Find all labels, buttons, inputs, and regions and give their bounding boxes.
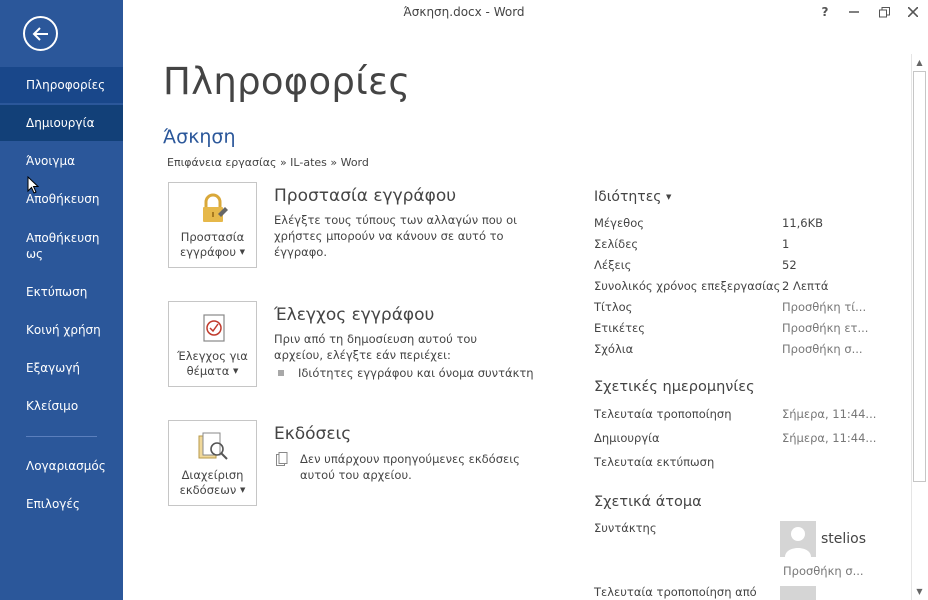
sidebar-item-save[interactable] xyxy=(0,181,123,217)
sidebar-item-label: Αποθήκευση xyxy=(26,192,100,206)
properties-header: Ιδιότητες xyxy=(594,189,662,205)
sidebar-item-account[interactable] xyxy=(0,447,123,483)
sidebar-item-label: Δημιουργία xyxy=(26,116,95,130)
dropdown-caret-icon: ▼ xyxy=(239,248,246,256)
help-icon: ? xyxy=(821,5,829,19)
button-label-line1: Διαχείριση xyxy=(181,468,244,482)
sidebar-item-save-as[interactable] xyxy=(0,221,123,269)
tags-field[interactable]: Προσθήκη ετ... xyxy=(782,321,869,335)
document-name: Άσκηση xyxy=(163,126,236,148)
person-icon xyxy=(780,521,816,557)
scroll-up-button[interactable] xyxy=(911,55,928,69)
last-modified-by-label: Τελευταία τροποποίηση από xyxy=(594,585,757,599)
chevron-down-icon: ▼ xyxy=(916,586,923,596)
sidebar-item-options[interactable] xyxy=(0,485,123,521)
close-button[interactable] xyxy=(902,3,924,21)
chevron-up-icon: ▲ xyxy=(916,57,923,67)
prop-label-comments: Σχόλια xyxy=(594,342,634,356)
prop-value-editing-time: 2 Λεπτά xyxy=(782,279,829,293)
prop-label-words: Λέξεις xyxy=(594,258,632,272)
related-dates-header: Σχετικές ημερομηνίες xyxy=(594,379,755,395)
back-arrow-icon xyxy=(31,24,51,44)
prop-label-title: Τίτλος xyxy=(594,300,633,314)
comments-field[interactable]: Προσθήκη σ... xyxy=(782,342,863,356)
scroll-down-button[interactable] xyxy=(911,584,928,598)
button-label-line2: θέματα xyxy=(186,364,230,378)
sidebar-item-info[interactable] xyxy=(0,67,123,103)
button-label-line2: εκδόσεων xyxy=(179,483,237,497)
sidebar-item-label: Κλείσιμο xyxy=(26,399,79,413)
author-label: Συντάκτης xyxy=(594,521,657,535)
bullet-icon xyxy=(278,370,284,376)
mouse-pointer-icon xyxy=(27,176,39,194)
section-title: Προστασία εγγράφου xyxy=(274,186,457,206)
prop-label-pages: Σελίδες xyxy=(594,237,639,251)
button-label-line1: Έλεγχος για xyxy=(177,349,248,363)
sidebar-item-export[interactable] xyxy=(0,349,123,385)
sidebar-item-label: Εκτύπωση xyxy=(26,285,88,299)
back-button[interactable] xyxy=(23,16,58,51)
title-field[interactable]: Προσθήκη τί... xyxy=(782,300,867,314)
date-label-created: Δημιουργία xyxy=(594,431,660,445)
page-title: Πληροφορίες xyxy=(163,60,411,103)
window-title: Άσκηση.docx - Word xyxy=(403,5,525,19)
prop-label-size: Μέγεθος xyxy=(594,216,644,230)
add-author-field[interactable]: Προσθήκη σ... xyxy=(783,564,864,578)
section-description: Πριν από τη δημοσίευση αυτού του αρχείου, ελέγξτε εάν περιέχει: xyxy=(274,332,478,362)
help-button[interactable] xyxy=(814,3,836,21)
sidebar-item-print[interactable] xyxy=(0,273,123,309)
dropdown-caret-icon: ▼ xyxy=(232,367,239,375)
sidebar-divider xyxy=(26,436,97,437)
section-title: Εκδόσεις xyxy=(274,424,352,444)
section-title: Έλεγχος εγγράφου xyxy=(274,305,435,325)
avatar xyxy=(780,521,816,557)
sidebar-item-close[interactable] xyxy=(0,387,123,423)
sidebar-item-label: Εξαγωγή xyxy=(26,361,81,375)
check-for-issues-button[interactable] xyxy=(168,301,257,387)
bullet-text: Ιδιότητες εγγράφου και όνομα συντάκτη xyxy=(298,366,534,380)
sidebar-item-label: Επιλογές xyxy=(26,497,80,511)
prop-value-size: 11,6KB xyxy=(782,216,824,230)
backstage-sidebar xyxy=(0,0,123,600)
date-label-modified: Τελευταία τροποποίηση xyxy=(594,407,732,421)
manage-versions-button[interactable] xyxy=(168,420,257,506)
restore-button[interactable] xyxy=(873,3,895,21)
section-description: Δεν υπάρχουν προηγούμενες εκδόσεις αυτού του αρχείου. xyxy=(300,452,520,482)
section-description: Ελέγξτε τους τύπους των αλλαγών που οι χρήστες μπορούν να κάνουν σε αυτό το έγγραφο. xyxy=(274,213,518,259)
sidebar-item-label: Κοινή χρήση xyxy=(26,323,101,337)
close-icon xyxy=(908,7,918,17)
inspect-document-icon xyxy=(196,311,230,345)
protect-document-button[interactable] xyxy=(168,182,257,268)
lock-icon xyxy=(196,192,230,226)
minimize-icon xyxy=(849,7,859,17)
versions-icon xyxy=(196,430,230,464)
author-name[interactable]: stelios xyxy=(821,531,867,547)
restore-icon xyxy=(879,7,890,18)
prop-label-tags: Ετικέτες xyxy=(594,321,645,335)
inspect-bullet xyxy=(278,366,534,380)
related-people-header: Σχετικά άτομα xyxy=(594,494,702,510)
sidebar-item-new[interactable] xyxy=(0,105,123,141)
prop-value-pages: 1 xyxy=(782,237,790,251)
sidebar-item-label: Πληροφορίες xyxy=(26,78,106,92)
dropdown-caret-icon: ▼ xyxy=(665,193,672,201)
document-path[interactable]: Επιφάνεια εργασίας » IL-ates » Word xyxy=(167,156,369,169)
scroll-thumb[interactable] xyxy=(913,71,926,482)
sidebar-item-label: Αποθήκευση ως xyxy=(26,231,100,261)
button-label-line1: Προστασία xyxy=(180,230,245,244)
date-label-printed: Τελευταία εκτύπωση xyxy=(594,455,715,469)
sidebar-item-share[interactable] xyxy=(0,311,123,347)
dropdown-caret-icon: ▼ xyxy=(239,486,246,494)
date-value-created: Σήμερα, 11:44... xyxy=(782,431,877,445)
sidebar-item-label: Λογαριασμός xyxy=(26,459,106,473)
date-value-modified: Σήμερα, 11:44... xyxy=(782,407,877,421)
prop-value-words: 52 xyxy=(782,258,797,272)
properties-dropdown[interactable] xyxy=(594,189,671,205)
avatar xyxy=(780,586,816,600)
sidebar-item-label: Άνοιγμα xyxy=(26,154,76,168)
minimize-button[interactable] xyxy=(843,3,865,21)
prop-label-editing-time: Συνολικός χρόνος επεξεργασίας xyxy=(594,279,781,293)
document-versions-icon xyxy=(276,452,288,466)
sidebar-item-open[interactable] xyxy=(0,143,123,179)
button-label-line2: εγγράφου xyxy=(179,245,236,259)
